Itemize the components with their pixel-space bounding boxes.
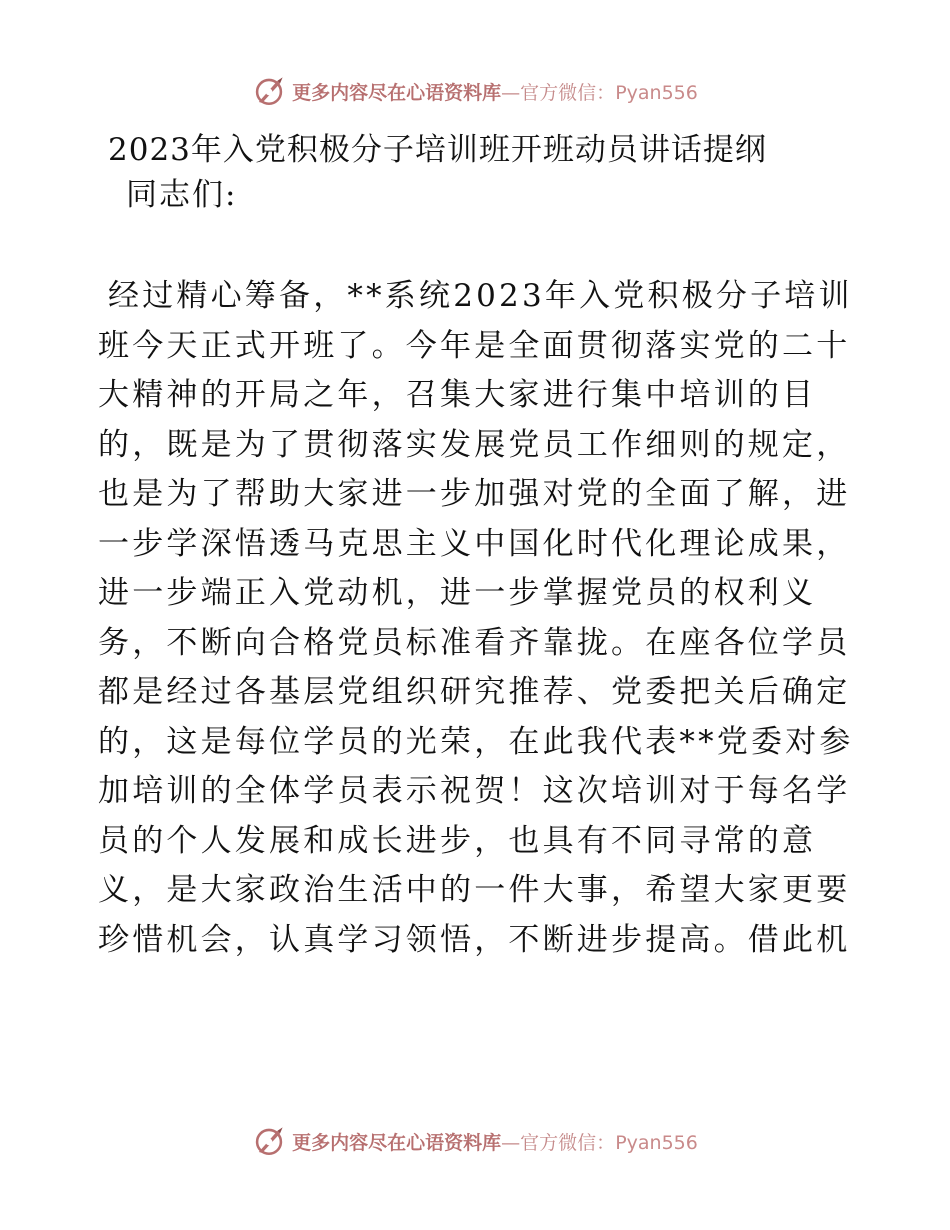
paragraph-line: 的，这是每位学员的光荣，在此我代表**党委对参 xyxy=(98,723,854,760)
paragraph-line: 义，是大家政治生活中的一件大事，希望大家更要 xyxy=(98,872,851,908)
quill-pen-logo-icon xyxy=(252,74,286,108)
paragraph-line: 也是为了帮助大家进一步加强对党的全面了解，进 xyxy=(98,476,851,512)
greeting: 同志们: xyxy=(126,177,238,213)
watermark-wechat-label: 官方微信： xyxy=(520,81,616,104)
paragraph-line: 一步学深悟透马克思主义中国化时代化理论成果， xyxy=(98,525,851,562)
paragraph-line: 经过精心筹备，**系统2023年入党积极分子培训 xyxy=(108,278,853,314)
paragraph-line: 进一步端正入党动机，进一步掌握党员的权利义 xyxy=(98,575,817,611)
quill-pen-logo-icon xyxy=(252,1124,286,1158)
watermark-header xyxy=(0,71,950,111)
paragraph-line: 珍惜机会，认真学习领悟，不断进步提高。借此机 xyxy=(98,921,851,958)
paragraph-line: 的，既是为了贯彻落实发展党员工作细则的规定， xyxy=(98,426,851,463)
document-title: 2023年入党积极分子培训班开班动员讲话提纲 xyxy=(108,132,767,168)
paragraph-line: 加培训的全体学员表示祝贺！这次培训对于每名学 xyxy=(98,773,851,809)
paragraph-line: 员的个人发展和成长进步，也具有不同寻常的意 xyxy=(98,822,817,859)
watermark-dash: — xyxy=(501,1131,521,1154)
paragraph-line: 大精神的开局之年，召集大家进行集中培训的目 xyxy=(98,377,817,413)
paragraph-line: 务，不断向合格党员标准看齐靠拢。在座各位学员 xyxy=(98,624,851,661)
watermark-dash: — xyxy=(501,81,521,104)
paragraph-line: 都是经过各基层党组织研究推荐、党委把关后确定 xyxy=(98,674,851,710)
watermark-wechat-id: Pyan556 xyxy=(615,1131,698,1154)
paragraph-line: 班今天正式开班了。今年是全面贯彻落实党的二十 xyxy=(98,327,851,364)
watermark-wechat-label: 官方微信： xyxy=(520,1131,616,1154)
watermark-main-text: 更多内容尽在心语资料库 xyxy=(292,81,502,104)
watermark-wechat-id: Pyan556 xyxy=(615,81,698,104)
body-paragraph xyxy=(98,272,858,965)
watermark-footer xyxy=(0,1121,950,1161)
watermark-main-text: 更多内容尽在心语资料库 xyxy=(292,1131,502,1154)
